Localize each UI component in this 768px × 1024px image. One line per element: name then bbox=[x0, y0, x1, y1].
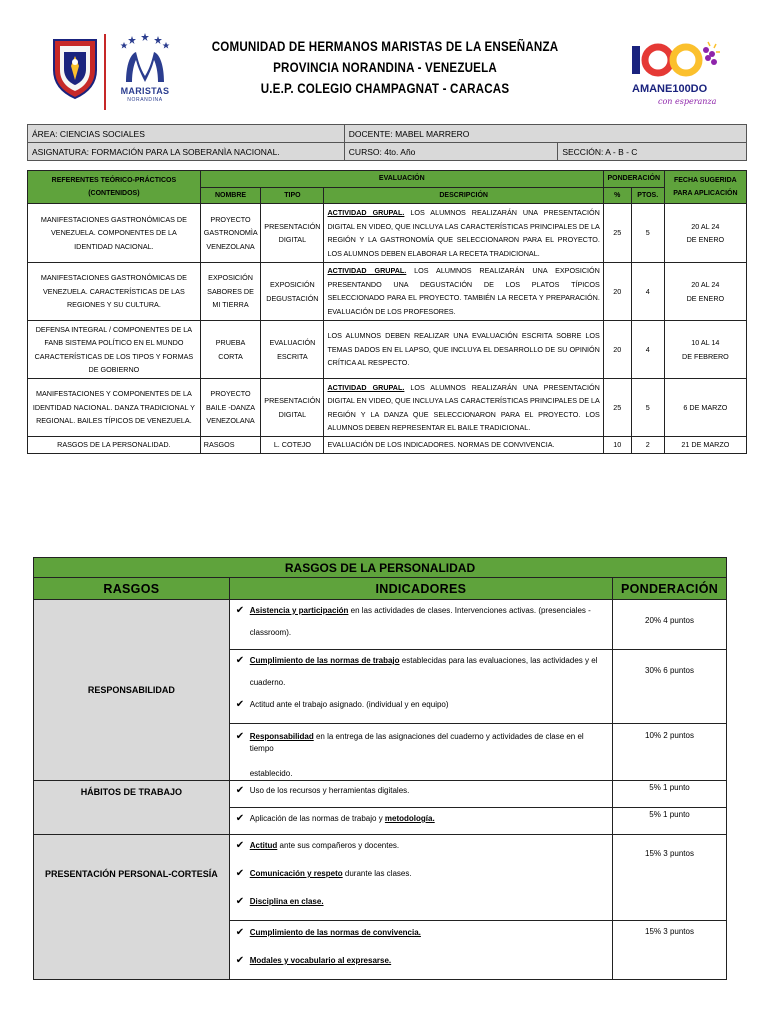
row-pct: 10 bbox=[603, 437, 631, 454]
row-fecha: 6 DE MARZO bbox=[664, 379, 746, 437]
table-row bbox=[28, 321, 747, 379]
row-descripcion bbox=[324, 263, 603, 321]
weight-value: 10% 2 puntos bbox=[645, 731, 694, 740]
row-tipo: EXPOSICIÓN DEGUSTACIÓN bbox=[261, 263, 324, 321]
row-descripcion-text: LOS ALUMNOS REALIZARÁN UNA PRESENTACIÓN DIGITAL EN VIDEO, QUE INCLUYA LAS CARACTERÍSTICAS PRINCIPALES DE LA REGIÓN Y LA GASTRONOMÍA QUE SELECCIONARON PARA EL PROYECTO. LOS ALUMNOS DEBEN ELABORAR LA RECETA TRADICIONAL. bbox=[327, 208, 600, 258]
row-nombre: EXPOSICIÓN SABORES DE MI TIERRA bbox=[200, 263, 261, 321]
row-descripcion bbox=[324, 321, 603, 379]
trait-responsabilidad: RESPONSABILIDAD bbox=[34, 600, 230, 781]
row-descripcion-text: LOS ALUMNOS REALIZARÁN UNA PRESENTACIÓN DIGITAL EN VIDEO, QUE INCLUYA LAS CARACTERÍSTICAS PRINCIPALES DE LA REGIÓN Y LA DANZA QUE SELECCIONARON PARA EL PROYECTO. LOS ALUMNOS DEBEN REPRESENTAR EL BAILE TRADICIONAL. bbox=[327, 382, 600, 432]
trait-presentacion: PRESENTACIÓN PERSONAL-CORTESÍA bbox=[34, 835, 230, 980]
indicator-bold: Modales y vocabulario al expresarse. bbox=[249, 956, 392, 965]
weight-cell bbox=[613, 600, 727, 650]
checkmark-icon: ✔ bbox=[235, 731, 245, 742]
row-ptos: 4 bbox=[631, 321, 664, 379]
row-nombre: PROYECTO GASTRONOMÌA VENEZOLANA bbox=[200, 204, 261, 263]
indicator-continuation: classroom). bbox=[249, 628, 292, 637]
row-nombre: PRUEBA CORTA bbox=[200, 321, 261, 379]
logo-divider bbox=[104, 34, 106, 110]
weight-value: 15% 3 puntos bbox=[645, 927, 694, 936]
seccion-cell: SECCIÓN: A - B - C bbox=[558, 143, 747, 161]
checkmark-icon: ✔ bbox=[235, 868, 245, 879]
row-nombre: RASGOS bbox=[200, 437, 261, 454]
indicator-cell bbox=[229, 650, 612, 724]
row-descripcion-text: LOS ALUMNOS REALIZARÁN UNA EXPOSICIÓN PRESENTANDO UNA DEGUSTACIÓN DE LOS PLATOS TÍPICOS SELECCIONADO PARA EL PROYECTO. TAMBIÉN LA RECETA Y PREPARACIÓN. EVALUACIÓN DE LOS PROFESORES. bbox=[327, 266, 600, 316]
row-referente: DEFENSA INTEGRAL / COMPONENTES DE LA FANB SISTEMA POLÍTICO EN EL MUNDO CARACTERÍSTICAS DE LOS TIPOS Y FORMAS DE GOBIERNO bbox=[28, 321, 201, 379]
trait-habitos: HÁBITOS DE TRABAJO bbox=[34, 781, 230, 835]
indicator-text: establecidas para las evaluaciones, las actividades y el bbox=[399, 656, 598, 665]
checkmark-icon: ✔ bbox=[235, 840, 245, 851]
checkmark-icon: ✔ bbox=[235, 605, 245, 616]
row-descripcion-bold: ACTIVIDAD GRUPAL. bbox=[327, 208, 405, 217]
indicator-bold: Comunicación y respeto bbox=[249, 869, 343, 878]
row-ptos: 4 bbox=[631, 263, 664, 321]
row-fecha: 10 AL 14 DE FEBRERO bbox=[664, 321, 746, 379]
row-nombre: PROYECTO BAILE -DANZA VENEZOLANA bbox=[200, 379, 261, 437]
title-community: COMUNIDAD DE HERMANOS MARISTAS DE LA ENSEÑANZA bbox=[211, 39, 559, 54]
curso-cell: CURSO: 4to. Año bbox=[344, 143, 558, 161]
document-titles bbox=[180, 36, 590, 99]
row-referente: MANIFESTACIONES GASTRONÓMICAS DE VENEZUELA. COMPONENTES DE LA IDENTIDAD NACIONAL. bbox=[28, 204, 201, 263]
indicator-text: en la entrega de las asignaciones del cuaderno y actividades de clase en el tiempo bbox=[249, 732, 584, 753]
row-pct: 25 bbox=[603, 204, 631, 263]
row-referente: MANIFESTACIONES Y COMPONENTES DE LA IDENTIDAD NACIONAL. DANZA TRADICIONAL Y REGIONAL. BAILES TÍPICOS DE VENEZUELA. bbox=[28, 379, 201, 437]
row-descripcion-bold: ACTIVIDAD GRUPAL. bbox=[327, 266, 407, 275]
indicator-cell bbox=[229, 781, 612, 808]
indicator-text: Actitud ante el trabajo asignado. (individual y en equipo) bbox=[249, 700, 449, 709]
row-descripcion bbox=[324, 379, 603, 437]
row-ptos: 5 bbox=[631, 204, 664, 263]
indicator-cell bbox=[229, 808, 612, 835]
table-row bbox=[28, 204, 747, 263]
header-ptos: PTOS. bbox=[631, 187, 664, 204]
table-row bbox=[28, 263, 747, 321]
anniversary-logo-text: AMANE100DO bbox=[632, 83, 708, 95]
header-ponderacion-rasgos: PONDERACIÓN bbox=[613, 578, 727, 600]
header-pct: % bbox=[603, 187, 631, 204]
indicator-continuation: establecido. bbox=[249, 769, 293, 778]
weight-cell bbox=[613, 835, 727, 921]
school-shield-logo-icon bbox=[50, 36, 100, 100]
row-fecha: 21 DE MARZO bbox=[664, 437, 746, 454]
row-fecha: 20 AL 24 DE ENERO bbox=[664, 204, 746, 263]
header-fecha: FECHA SUGERIDA PARA APLICACIÓN bbox=[664, 171, 746, 204]
row-descripcion-text: LOS ALUMNOS DEBEN REALIZAR UNA EVALUACIÓN ESCRITA SOBRE LOS TEMAS DADOS EN EL LAPSO, QUE INCLUYA EL DESARROLLO DE SU OPINIÓN CRÍTICA AL RESPECTO. bbox=[327, 331, 600, 368]
indicator-cell bbox=[229, 600, 612, 650]
row-tipo: EVALUACIÓN ESCRITA bbox=[261, 321, 324, 379]
asignatura-cell: ASIGNATURA: FORMACIÓN PARA LA SOBERANÌA NACIONAL. bbox=[28, 143, 345, 161]
indicator-cell bbox=[229, 835, 612, 921]
weight-cell bbox=[613, 781, 727, 808]
indicator-bold: Responsabilidad bbox=[249, 732, 314, 741]
table-row bbox=[28, 379, 747, 437]
weight-cell bbox=[613, 808, 727, 835]
indicator-bold: Actitud bbox=[249, 841, 278, 850]
docente-cell: DOCENTE: MABEL MARRERO bbox=[344, 125, 746, 143]
row-fecha: 20 AL 24 DE ENERO bbox=[664, 263, 746, 321]
indicator-text: en las actividades de clases. Intervenciones activas. (presenciales - bbox=[348, 606, 591, 615]
header-ponderacion: PONDERACIÓN bbox=[603, 171, 664, 188]
anniversary-logo-subtext: con esperanza bbox=[658, 97, 717, 106]
maristas-logo-subtext: NORANDINA bbox=[127, 97, 163, 103]
row-referente: MANIFESTACIONES GASTRONÓMICAS DE VENEZUELA. CARACTERÍSTICAS DE LAS REGIONES Y SU CULTURA. bbox=[28, 263, 201, 321]
personality-traits-table bbox=[33, 557, 727, 980]
indicator-text: Aplicación de las normas de trabajo y bbox=[249, 814, 385, 823]
header-nombre: NOMBRE bbox=[200, 187, 261, 204]
checkmark-icon: ✔ bbox=[235, 785, 245, 796]
header-descripcion: DESCRIPCIÓN bbox=[324, 187, 603, 204]
weight-value: 5% 1 punto bbox=[649, 810, 690, 819]
indicator-bold: metodología. bbox=[384, 814, 435, 823]
row-tipo: PRESENTACIÓN DIGITAL bbox=[261, 204, 324, 263]
row-ptos: 2 bbox=[631, 437, 664, 454]
row-referente: RASGOS DE LA PERSONALIDAD. bbox=[28, 437, 201, 454]
header-evaluacion: EVALUACIÓN bbox=[200, 171, 603, 188]
checkmark-icon: ✔ bbox=[235, 896, 245, 907]
personality-title: RASGOS DE LA PERSONALIDAD bbox=[34, 558, 727, 578]
anniversary-100-logo-icon bbox=[628, 40, 724, 116]
row-pct: 20 bbox=[603, 321, 631, 379]
row-ptos: 5 bbox=[631, 379, 664, 437]
indicator-bold: Disciplina en clase. bbox=[249, 897, 324, 906]
checkmark-icon: ✔ bbox=[235, 927, 245, 938]
title-school: U.E.P. COLEGIO CHAMPAGNAT - CARACAS bbox=[260, 81, 510, 96]
row-descripcion-text: EVALUACIÓN DE LOS INDICADORES. NORMAS DE CONVIVENCIA. bbox=[327, 440, 555, 449]
row-pct: 20 bbox=[603, 263, 631, 321]
row-pct: 25 bbox=[603, 379, 631, 437]
header-tipo: TIPO bbox=[261, 187, 324, 204]
weight-value: 30% 6 puntos bbox=[645, 666, 694, 675]
header-indicadores: INDICADORES bbox=[229, 578, 612, 600]
weight-cell bbox=[613, 650, 727, 724]
indicator-bold: Cumplimiento de las normas de trabajo bbox=[249, 656, 400, 665]
indicator-cell bbox=[229, 724, 612, 781]
row-descripcion bbox=[324, 437, 603, 454]
weight-cell bbox=[613, 921, 727, 980]
title-province: PROVINCIA NORANDINA - VENEZUELA bbox=[273, 60, 497, 75]
row-tipo: L. COTEJO bbox=[261, 437, 324, 454]
checkmark-icon: ✔ bbox=[235, 655, 245, 666]
indicator-bold: Asistencia y participación bbox=[249, 606, 349, 615]
weight-value: 5% 1 punto bbox=[649, 783, 690, 792]
weight-cell bbox=[613, 724, 727, 781]
indicator-continuation: cuaderno. bbox=[249, 678, 286, 687]
checkmark-icon: ✔ bbox=[235, 699, 245, 710]
maristas-logo-text: MARISTAS bbox=[120, 86, 170, 96]
document-header bbox=[0, 30, 768, 120]
indicator-text: durante las clases. bbox=[342, 869, 412, 878]
course-info-table bbox=[27, 124, 747, 161]
indicator-text: Uso de los recursos y herramientas digitales. bbox=[249, 786, 410, 795]
checkmark-icon: ✔ bbox=[235, 955, 245, 966]
area-cell: ÁREA: CIENCIAS SOCIALES bbox=[28, 125, 345, 143]
indicator-bold: Cumplimiento de las normas de convivencia. bbox=[249, 928, 421, 937]
row-descripcion bbox=[324, 204, 603, 263]
checkmark-icon: ✔ bbox=[235, 813, 245, 824]
header-referentes: REFERENTES TEÓRICO-PRÁCTICOS (CONTENIDOS) bbox=[28, 171, 201, 204]
weight-value: 15% 3 puntos bbox=[645, 849, 694, 858]
row-descripcion-bold: ACTIVIDAD GRUPAL. bbox=[327, 382, 405, 392]
table-row bbox=[28, 437, 747, 454]
indicator-text: ante sus compañeros y docentes. bbox=[277, 841, 400, 850]
evaluation-table bbox=[27, 170, 747, 454]
indicator-cell bbox=[229, 921, 612, 980]
header-rasgos: RASGOS bbox=[34, 578, 230, 600]
weight-value: 20% 4 puntos bbox=[645, 616, 694, 625]
row-tipo: PRESENTACIÓN DIGITAL bbox=[261, 379, 324, 437]
